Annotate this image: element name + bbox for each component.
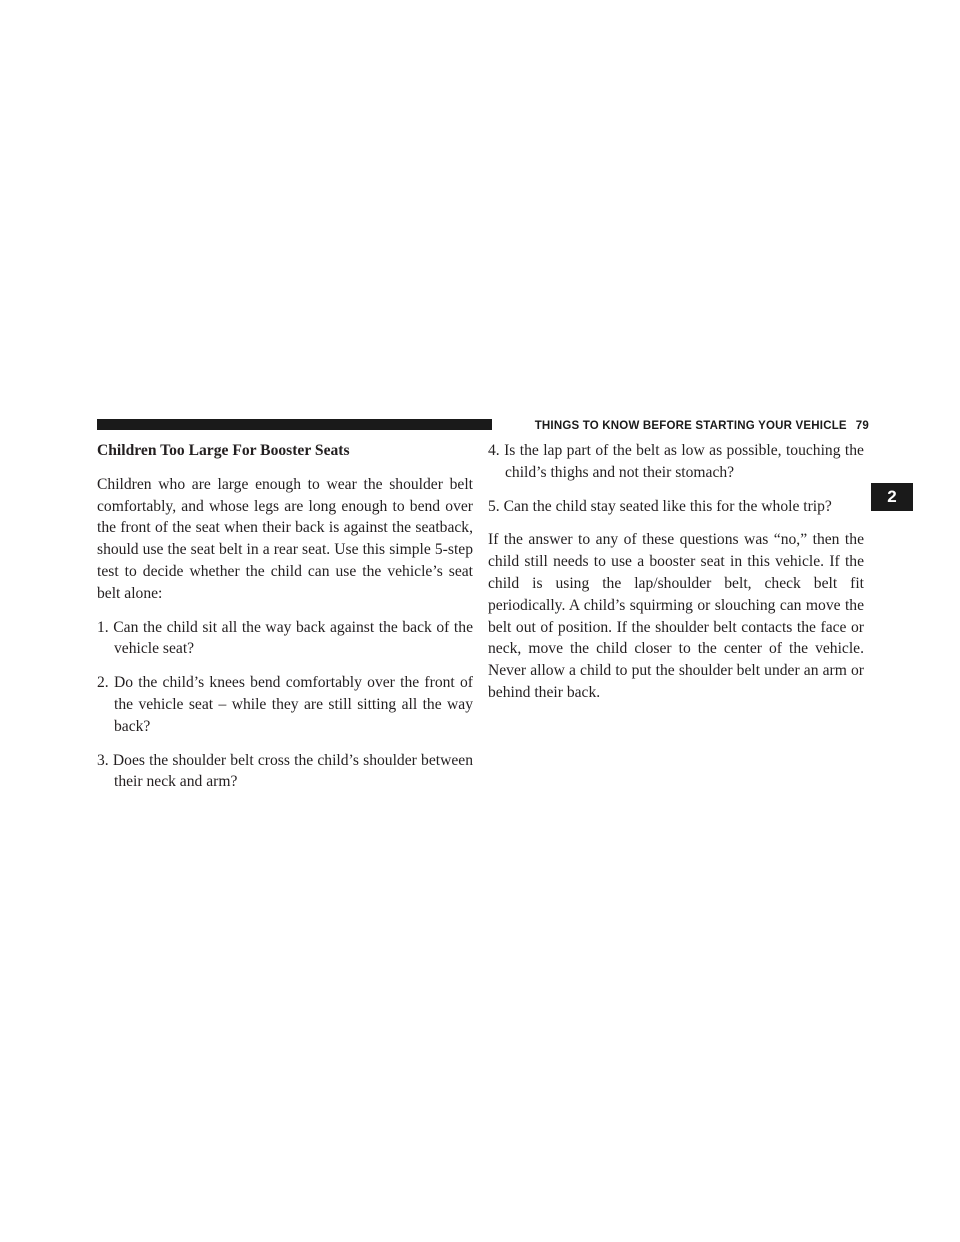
list-item bbox=[488, 496, 864, 518]
list-number: 4. bbox=[488, 442, 500, 459]
section-title: THINGS TO KNOW BEFORE STARTING YOUR VEHICLE bbox=[534, 420, 847, 432]
left-column bbox=[97, 440, 473, 805]
list-text: Can the child stay seated like this for the whole trip? bbox=[503, 497, 832, 515]
intro-paragraph: Children who are large enough to wear the shoulder belt comfortably, and whose legs are long enough to bend over the front of the seat when their back is against the seatback, should use the seat belt in a rear seat. Use this simple 5-step test to decide whether the child can use the vehicle’s seat belt alone: bbox=[97, 475, 473, 602]
list-item bbox=[97, 617, 473, 661]
list-item bbox=[488, 440, 864, 484]
list-item bbox=[97, 672, 473, 737]
list-text: Is the lap part of the belt as low as possible, touching the child’s thighs and not their stomach? bbox=[504, 442, 864, 481]
page-number: 79 bbox=[855, 420, 869, 432]
chapter-tab: 2 bbox=[871, 483, 913, 511]
list-text: Does the shoulder belt cross the child’s shoulder between their neck and arm? bbox=[112, 751, 473, 791]
section-heading: Children Too Large For Booster Seats bbox=[97, 442, 350, 459]
list-number: 2. bbox=[97, 674, 109, 692]
header-rule bbox=[97, 419, 492, 430]
list-number: 1. bbox=[97, 618, 109, 636]
list-text: Do the child’s knees bend comfortably over the front of the vehicle seat – while they are still sitting all the way back? bbox=[113, 674, 473, 735]
list-item bbox=[97, 750, 473, 794]
list-number: 3. bbox=[97, 751, 109, 769]
list-text: Can the child sit all the way back against the back of the vehicle seat? bbox=[113, 618, 473, 658]
running-header bbox=[509, 418, 869, 434]
right-column bbox=[488, 440, 864, 716]
body-paragraph: If the answer to any of these questions was “no,” then the child still needs to use a booster seat in this vehicle. If the child is using the lap/shoulder belt, check belt fit periodically. A child’s squirming or slouching can move the belt out of position. If the shoulder belt contacts the face or neck, move the child closer to the center of the vehicle. Never allow a child to put the shoulder belt under an arm or behind their back. bbox=[488, 531, 864, 701]
list-number: 5. bbox=[488, 497, 500, 515]
